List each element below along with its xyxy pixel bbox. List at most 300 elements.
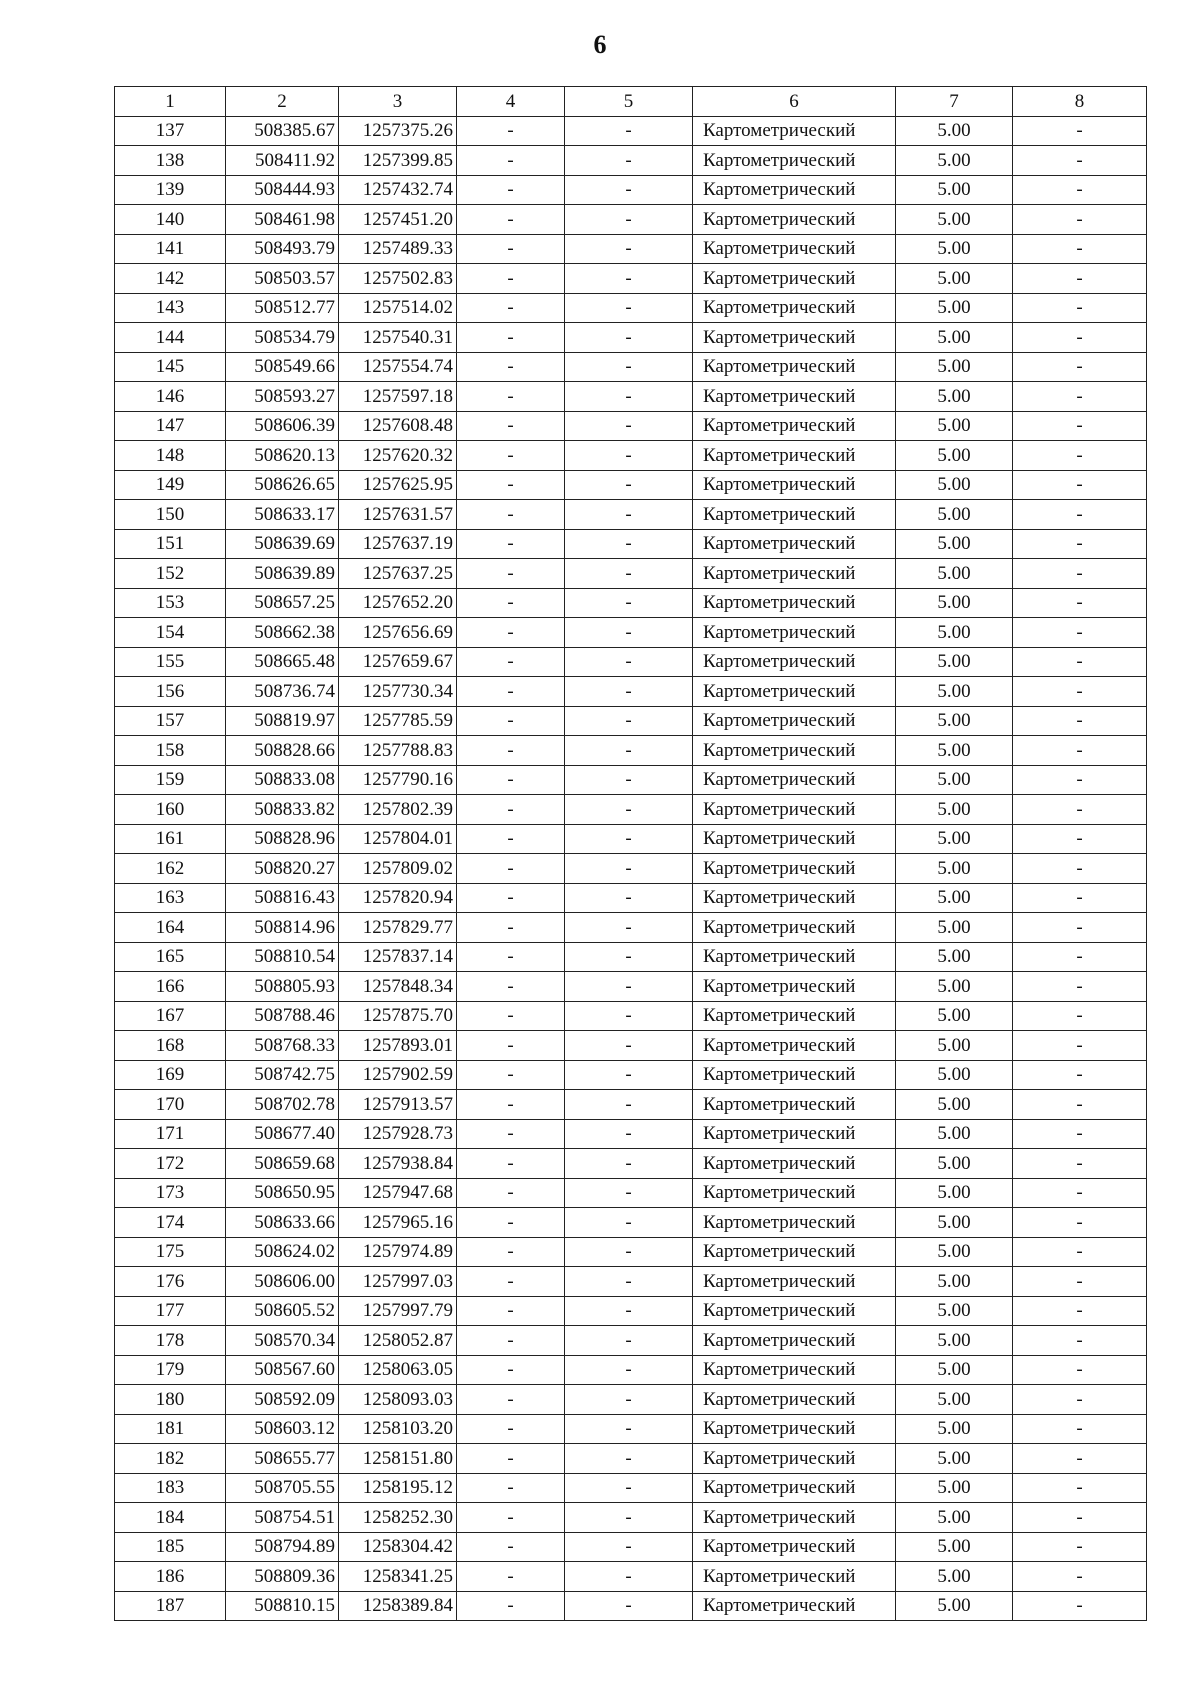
x-coordinate-cell: 508794.89 [226,1532,339,1562]
table-row [115,1119,1147,1149]
method-cell: Картометрический [693,1149,896,1179]
col-8-cell: - [1013,1178,1147,1208]
x-coordinate-cell: 508592.09 [226,1385,339,1415]
col-5-cell: - [565,234,693,264]
point-number-cell: 151 [115,529,226,559]
point-number-cell: 139 [115,175,226,205]
col-5-cell: - [565,1267,693,1297]
col-4-cell: - [457,618,565,648]
point-number-cell: 177 [115,1296,226,1326]
method-cell: Картометрический [693,1060,896,1090]
table-row [115,1591,1147,1621]
table-row [115,942,1147,972]
col-8-cell: - [1013,323,1147,353]
y-coordinate-cell: 1257608.48 [339,411,457,441]
point-number-cell: 138 [115,146,226,176]
x-coordinate-cell: 508606.39 [226,411,339,441]
accuracy-cell: 5.00 [896,1149,1013,1179]
table-row [115,854,1147,884]
method-cell: Картометрический [693,942,896,972]
col-5-cell: - [565,352,693,382]
method-cell: Картометрический [693,1444,896,1474]
col-4-cell: - [457,1237,565,1267]
table-row [115,529,1147,559]
y-coordinate-cell: 1257965.16 [339,1208,457,1238]
method-cell: Картометрический [693,913,896,943]
x-coordinate-cell: 508534.79 [226,323,339,353]
column-header-7: 7 [896,87,1013,117]
point-number-cell: 170 [115,1090,226,1120]
col-4-cell: - [457,175,565,205]
col-5-cell: - [565,500,693,530]
table-row [115,175,1147,205]
table-row [115,647,1147,677]
col-5-cell: - [565,647,693,677]
col-4-cell: - [457,234,565,264]
col-5-cell: - [565,824,693,854]
table-row [115,293,1147,323]
accuracy-cell: 5.00 [896,1090,1013,1120]
y-coordinate-cell: 1257399.85 [339,146,457,176]
table-row [115,352,1147,382]
accuracy-cell: 5.00 [896,972,1013,1002]
col-5-cell: - [565,1562,693,1592]
table-row [115,116,1147,146]
y-coordinate-cell: 1257652.20 [339,588,457,618]
col-5-cell: - [565,146,693,176]
accuracy-cell: 5.00 [896,1326,1013,1356]
col-8-cell: - [1013,1237,1147,1267]
col-4-cell: - [457,1178,565,1208]
col-5-cell: - [565,441,693,471]
method-cell: Картометрический [693,1355,896,1385]
table-row [115,411,1147,441]
y-coordinate-cell: 1257432.74 [339,175,457,205]
method-cell: Картометрический [693,234,896,264]
point-number-cell: 160 [115,795,226,825]
accuracy-cell: 5.00 [896,352,1013,382]
x-coordinate-cell: 508633.17 [226,500,339,530]
point-number-cell: 184 [115,1503,226,1533]
x-coordinate-cell: 508814.96 [226,913,339,943]
y-coordinate-cell: 1257790.16 [339,765,457,795]
x-coordinate-cell: 508736.74 [226,677,339,707]
col-5-cell: - [565,765,693,795]
accuracy-cell: 5.00 [896,1414,1013,1444]
col-8-cell: - [1013,824,1147,854]
method-cell: Картометрический [693,588,896,618]
y-coordinate-cell: 1257785.59 [339,706,457,736]
table-row [115,1532,1147,1562]
y-coordinate-cell: 1257848.34 [339,972,457,1002]
accuracy-cell: 5.00 [896,824,1013,854]
table-row [115,1355,1147,1385]
col-4-cell: - [457,1532,565,1562]
point-number-cell: 178 [115,1326,226,1356]
col-8-cell: - [1013,264,1147,294]
x-coordinate-cell: 508624.02 [226,1237,339,1267]
col-8-cell: - [1013,1326,1147,1356]
col-8-cell: - [1013,529,1147,559]
y-coordinate-cell: 1258252.30 [339,1503,457,1533]
table-row [115,588,1147,618]
x-coordinate-cell: 508639.89 [226,559,339,589]
table-row [115,1237,1147,1267]
accuracy-cell: 5.00 [896,175,1013,205]
method-cell: Картометрический [693,1385,896,1415]
col-4-cell: - [457,1444,565,1474]
col-4-cell: - [457,1414,565,1444]
col-5-cell: - [565,1208,693,1238]
column-header-4: 4 [457,87,565,117]
col-5-cell: - [565,1326,693,1356]
col-4-cell: - [457,1355,565,1385]
point-number-cell: 187 [115,1591,226,1621]
col-8-cell: - [1013,972,1147,1002]
y-coordinate-cell: 1257938.84 [339,1149,457,1179]
col-5-cell: - [565,470,693,500]
x-coordinate-cell: 508788.46 [226,1001,339,1031]
col-4-cell: - [457,470,565,500]
x-coordinate-cell: 508809.36 [226,1562,339,1592]
accuracy-cell: 5.00 [896,736,1013,766]
y-coordinate-cell: 1257554.74 [339,352,457,382]
point-number-cell: 176 [115,1267,226,1297]
x-coordinate-cell: 508833.08 [226,765,339,795]
col-4-cell: - [457,382,565,412]
y-coordinate-cell: 1257875.70 [339,1001,457,1031]
col-5-cell: - [565,1149,693,1179]
x-coordinate-cell: 508665.48 [226,647,339,677]
col-5-cell: - [565,706,693,736]
column-header-5: 5 [565,87,693,117]
method-cell: Картометрический [693,411,896,441]
col-5-cell: - [565,1060,693,1090]
method-cell: Картометрический [693,1296,896,1326]
x-coordinate-cell: 508444.93 [226,175,339,205]
col-5-cell: - [565,205,693,235]
x-coordinate-cell: 508503.57 [226,264,339,294]
col-8-cell: - [1013,765,1147,795]
accuracy-cell: 5.00 [896,588,1013,618]
accuracy-cell: 5.00 [896,942,1013,972]
y-coordinate-cell: 1258052.87 [339,1326,457,1356]
table-row [115,234,1147,264]
col-8-cell: - [1013,441,1147,471]
accuracy-cell: 5.00 [896,382,1013,412]
point-number-cell: 173 [115,1178,226,1208]
table-row [115,205,1147,235]
y-coordinate-cell: 1257809.02 [339,854,457,884]
point-number-cell: 140 [115,205,226,235]
col-5-cell: - [565,411,693,441]
method-cell: Картометрический [693,1178,896,1208]
col-8-cell: - [1013,1444,1147,1474]
y-coordinate-cell: 1258103.20 [339,1414,457,1444]
col-4-cell: - [457,1267,565,1297]
y-coordinate-cell: 1257730.34 [339,677,457,707]
col-8-cell: - [1013,1503,1147,1533]
col-5-cell: - [565,1444,693,1474]
col-4-cell: - [457,1473,565,1503]
col-8-cell: - [1013,352,1147,382]
method-cell: Картометрический [693,323,896,353]
point-number-cell: 166 [115,972,226,1002]
point-number-cell: 154 [115,618,226,648]
table-row [115,795,1147,825]
y-coordinate-cell: 1257489.33 [339,234,457,264]
col-8-cell: - [1013,736,1147,766]
col-5-cell: - [565,382,693,412]
col-4-cell: - [457,706,565,736]
y-coordinate-cell: 1257514.02 [339,293,457,323]
x-coordinate-cell: 508659.68 [226,1149,339,1179]
col-4-cell: - [457,323,565,353]
x-coordinate-cell: 508810.54 [226,942,339,972]
accuracy-cell: 5.00 [896,883,1013,913]
accuracy-cell: 5.00 [896,323,1013,353]
table-row [115,765,1147,795]
col-4-cell: - [457,1326,565,1356]
col-8-cell: - [1013,1149,1147,1179]
x-coordinate-cell: 508819.97 [226,706,339,736]
x-coordinate-cell: 508512.77 [226,293,339,323]
y-coordinate-cell: 1257913.57 [339,1090,457,1120]
method-cell: Картометрический [693,1414,896,1444]
accuracy-cell: 5.00 [896,1031,1013,1061]
method-cell: Картометрический [693,972,896,1002]
col-5-cell: - [565,1296,693,1326]
col-5-cell: - [565,913,693,943]
x-coordinate-cell: 508567.60 [226,1355,339,1385]
accuracy-cell: 5.00 [896,1296,1013,1326]
table-row [115,264,1147,294]
x-coordinate-cell: 508742.75 [226,1060,339,1090]
x-coordinate-cell: 508662.38 [226,618,339,648]
x-coordinate-cell: 508657.25 [226,588,339,618]
accuracy-cell: 5.00 [896,500,1013,530]
x-coordinate-cell: 508650.95 [226,1178,339,1208]
col-4-cell: - [457,942,565,972]
y-coordinate-cell: 1258389.84 [339,1591,457,1621]
x-coordinate-cell: 508593.27 [226,382,339,412]
method-cell: Картометрический [693,1591,896,1621]
col-5-cell: - [565,1503,693,1533]
col-4-cell: - [457,205,565,235]
table-row [115,1562,1147,1592]
x-coordinate-cell: 508570.34 [226,1326,339,1356]
col-5-cell: - [565,1591,693,1621]
x-coordinate-cell: 508833.82 [226,795,339,825]
table-row [115,913,1147,943]
col-4-cell: - [457,1119,565,1149]
accuracy-cell: 5.00 [896,441,1013,471]
col-8-cell: - [1013,175,1147,205]
col-5-cell: - [565,529,693,559]
point-number-cell: 143 [115,293,226,323]
y-coordinate-cell: 1258304.42 [339,1532,457,1562]
col-5-cell: - [565,588,693,618]
point-number-cell: 162 [115,854,226,884]
col-4-cell: - [457,1090,565,1120]
col-8-cell: - [1013,618,1147,648]
col-8-cell: - [1013,1296,1147,1326]
method-cell: Картометрический [693,1001,896,1031]
accuracy-cell: 5.00 [896,529,1013,559]
x-coordinate-cell: 508768.33 [226,1031,339,1061]
col-5-cell: - [565,175,693,205]
y-coordinate-cell: 1257637.19 [339,529,457,559]
col-8-cell: - [1013,647,1147,677]
x-coordinate-cell: 508828.66 [226,736,339,766]
point-number-cell: 157 [115,706,226,736]
point-number-cell: 137 [115,116,226,146]
col-4-cell: - [457,559,565,589]
col-8-cell: - [1013,559,1147,589]
col-8-cell: - [1013,1031,1147,1061]
col-4-cell: - [457,1562,565,1592]
y-coordinate-cell: 1257597.18 [339,382,457,412]
method-cell: Картометрический [693,293,896,323]
method-cell: Картометрический [693,1503,896,1533]
accuracy-cell: 5.00 [896,293,1013,323]
table-header-row [115,87,1147,117]
point-number-cell: 181 [115,1414,226,1444]
col-4-cell: - [457,1001,565,1031]
accuracy-cell: 5.00 [896,1208,1013,1238]
accuracy-cell: 5.00 [896,1001,1013,1031]
point-number-cell: 155 [115,647,226,677]
col-8-cell: - [1013,382,1147,412]
col-5-cell: - [565,264,693,294]
table-row [115,1178,1147,1208]
accuracy-cell: 5.00 [896,1178,1013,1208]
point-number-cell: 163 [115,883,226,913]
point-number-cell: 175 [115,1237,226,1267]
method-cell: Картометрический [693,1326,896,1356]
col-8-cell: - [1013,1208,1147,1238]
x-coordinate-cell: 508639.69 [226,529,339,559]
y-coordinate-cell: 1257788.83 [339,736,457,766]
table-row [115,1503,1147,1533]
col-4-cell: - [457,1503,565,1533]
col-8-cell: - [1013,1090,1147,1120]
col-8-cell: - [1013,234,1147,264]
y-coordinate-cell: 1257837.14 [339,942,457,972]
accuracy-cell: 5.00 [896,234,1013,264]
x-coordinate-cell: 508702.78 [226,1090,339,1120]
col-5-cell: - [565,1178,693,1208]
table-row [115,1031,1147,1061]
col-8-cell: - [1013,1532,1147,1562]
accuracy-cell: 5.00 [896,559,1013,589]
col-4-cell: - [457,1208,565,1238]
point-number-cell: 146 [115,382,226,412]
col-5-cell: - [565,942,693,972]
col-4-cell: - [457,677,565,707]
col-4-cell: - [457,972,565,1002]
x-coordinate-cell: 508820.27 [226,854,339,884]
col-5-cell: - [565,677,693,707]
method-cell: Картометрический [693,116,896,146]
col-8-cell: - [1013,146,1147,176]
table-row [115,1090,1147,1120]
table-body [115,116,1147,1621]
column-header-2: 2 [226,87,339,117]
point-number-cell: 159 [115,765,226,795]
y-coordinate-cell: 1257625.95 [339,470,457,500]
accuracy-cell: 5.00 [896,1060,1013,1090]
col-5-cell: - [565,854,693,884]
point-number-cell: 169 [115,1060,226,1090]
method-cell: Картометрический [693,1090,896,1120]
method-cell: Картометрический [693,1031,896,1061]
point-number-cell: 165 [115,942,226,972]
method-cell: Картометрический [693,441,896,471]
y-coordinate-cell: 1257997.03 [339,1267,457,1297]
table-row [115,1385,1147,1415]
method-cell: Картометрический [693,1119,896,1149]
point-number-cell: 147 [115,411,226,441]
point-number-cell: 145 [115,352,226,382]
method-cell: Картометрический [693,559,896,589]
col-4-cell: - [457,913,565,943]
col-4-cell: - [457,795,565,825]
col-5-cell: - [565,293,693,323]
x-coordinate-cell: 508603.12 [226,1414,339,1444]
method-cell: Картометрический [693,352,896,382]
col-8-cell: - [1013,1562,1147,1592]
col-4-cell: - [457,1296,565,1326]
col-5-cell: - [565,1532,693,1562]
y-coordinate-cell: 1257637.25 [339,559,457,589]
accuracy-cell: 5.00 [896,913,1013,943]
table-row [115,824,1147,854]
col-5-cell: - [565,559,693,589]
col-5-cell: - [565,1090,693,1120]
table-row [115,1149,1147,1179]
method-cell: Картометрический [693,205,896,235]
y-coordinate-cell: 1257829.77 [339,913,457,943]
col-4-cell: - [457,854,565,884]
x-coordinate-cell: 508493.79 [226,234,339,264]
col-8-cell: - [1013,411,1147,441]
col-4-cell: - [457,411,565,441]
col-4-cell: - [457,1385,565,1415]
col-4-cell: - [457,1031,565,1061]
accuracy-cell: 5.00 [896,854,1013,884]
col-4-cell: - [457,736,565,766]
table-row [115,1267,1147,1297]
method-cell: Картометрический [693,1562,896,1592]
y-coordinate-cell: 1257375.26 [339,116,457,146]
method-cell: Картометрический [693,706,896,736]
method-cell: Картометрический [693,736,896,766]
accuracy-cell: 5.00 [896,706,1013,736]
method-cell: Картометрический [693,175,896,205]
col-5-cell: - [565,1031,693,1061]
col-5-cell: - [565,1001,693,1031]
col-8-cell: - [1013,1414,1147,1444]
col-5-cell: - [565,736,693,766]
column-header-6: 6 [693,87,896,117]
col-4-cell: - [457,264,565,294]
col-8-cell: - [1013,942,1147,972]
col-4-cell: - [457,146,565,176]
y-coordinate-cell: 1257540.31 [339,323,457,353]
table-row [115,1208,1147,1238]
method-cell: Картометрический [693,677,896,707]
